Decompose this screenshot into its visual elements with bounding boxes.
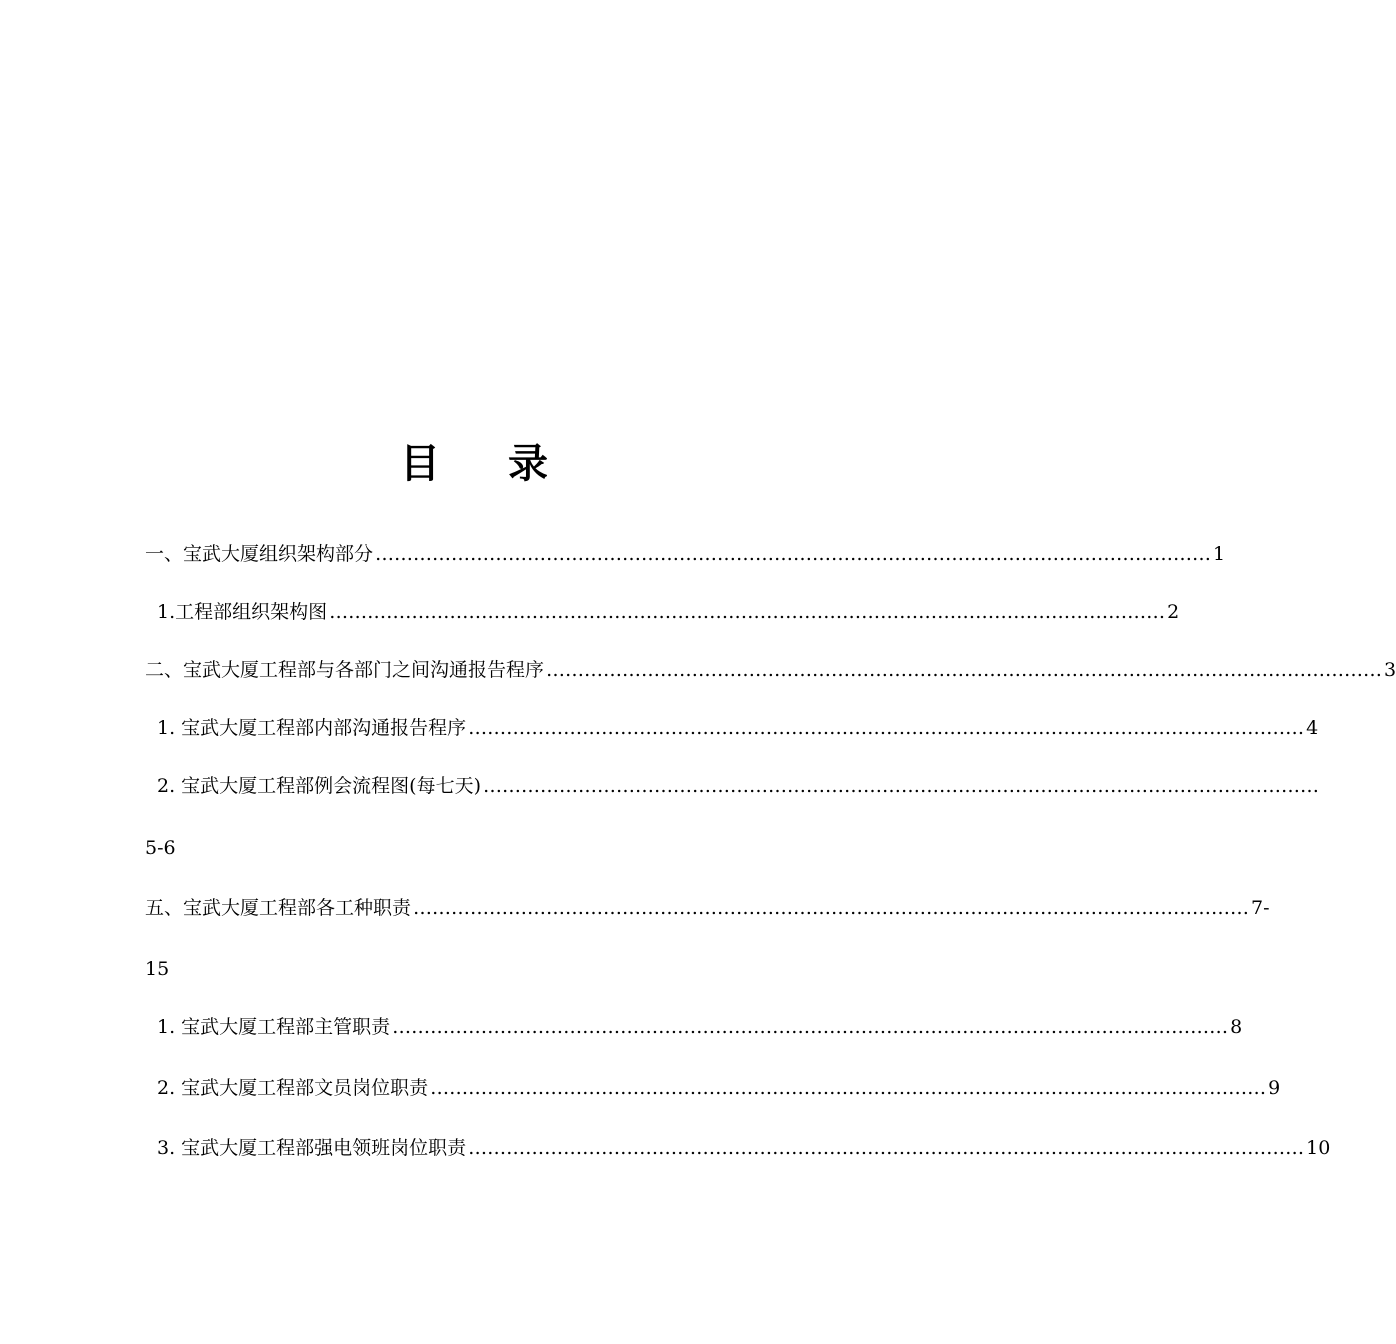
toc-leader: ……………………………………………………………………………………………………………………: [392, 1016, 1229, 1038]
toc-entry-text: 3. 宝武大厦工程部强电领班岗位职责: [157, 1137, 467, 1159]
toc-entry[interactable]: [145, 540, 1226, 568]
toc-entry-text: 1. 宝武大厦工程部主管职责: [157, 1016, 391, 1038]
toc-entry-page: 9: [1268, 1077, 1281, 1099]
toc-entry[interactable]: [145, 656, 1396, 684]
toc-leader: ……………………………………………………………………………………………………………………: [546, 659, 1383, 681]
toc-entry[interactable]: [157, 714, 1319, 742]
toc-title-char-1: 目: [400, 440, 442, 487]
toc-entry-page: 1: [1213, 543, 1226, 565]
toc-entry-page: 7-: [1251, 897, 1270, 919]
toc-entry[interactable]: [145, 894, 1270, 922]
toc-entry-text: 五、宝武大厦工程部各工种职责: [145, 897, 412, 919]
toc-leader: ……………………………………………………………………………………………………………………: [483, 775, 1319, 797]
toc-entry-page: 2: [1167, 601, 1180, 623]
toc-leader: ……………………………………………………………………………………………………………………: [375, 543, 1212, 565]
toc-entry-page: 10: [1306, 1137, 1331, 1159]
toc-entry-page-continuation: 15: [145, 958, 170, 980]
toc-entry-text: 2. 宝武大厦工程部文员岗位职责: [157, 1077, 429, 1099]
toc-title: [0, 436, 950, 492]
toc-leader: ……………………………………………………………………………………………………………………: [468, 1137, 1305, 1159]
toc-entry[interactable]: [157, 598, 1180, 626]
toc-leader: ……………………………………………………………………………………………………………………: [413, 897, 1250, 919]
toc-entry-text: 一、宝武大厦组织架构部分: [145, 543, 374, 565]
toc-entry-text: 2. 宝武大厦工程部例会流程图(每七天): [157, 775, 481, 797]
toc-leader: ……………………………………………………………………………………………………………………: [430, 1077, 1267, 1099]
toc-entry-page: 3: [1384, 659, 1396, 681]
toc-entry-page-continuation: 5-6: [145, 837, 176, 859]
toc-title-char-2: 录: [508, 440, 550, 487]
toc-entry[interactable]: [157, 772, 1319, 800]
toc-entry-text: 1.工程部组织架构图: [157, 601, 328, 623]
toc-leader: ……………………………………………………………………………………………………………………: [468, 717, 1305, 739]
toc-entry[interactable]: [157, 1013, 1243, 1041]
toc-entry-text: 1. 宝武大厦工程部内部沟通报告程序: [157, 717, 467, 739]
toc-leader: ……………………………………………………………………………………………………………………: [329, 601, 1166, 623]
toc-entry-page: 4: [1306, 717, 1319, 739]
toc-entry-text: 二、宝武大厦工程部与各部门之间沟通报告程序: [145, 659, 545, 681]
toc-entry[interactable]: [157, 1134, 1331, 1162]
toc-entry-page: 8: [1230, 1016, 1243, 1038]
toc-entry[interactable]: [157, 1074, 1281, 1102]
